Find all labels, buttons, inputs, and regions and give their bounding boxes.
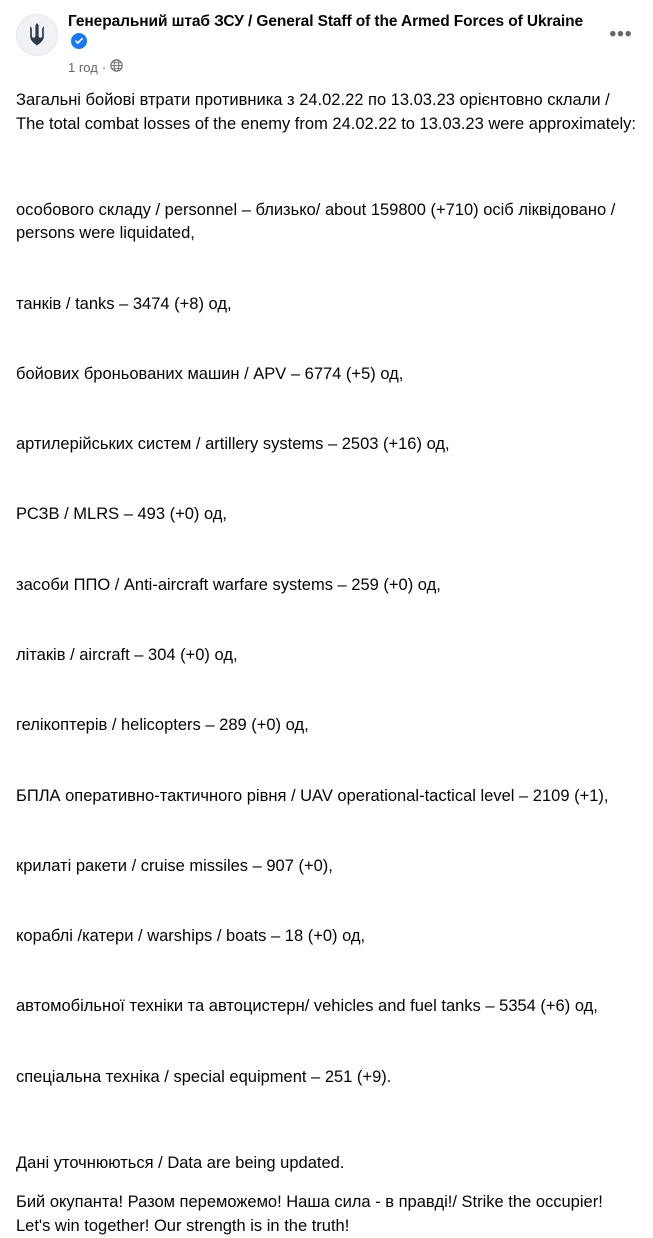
page-name[interactable]: [68, 12, 597, 55]
post-slogan-paragraph: Бий окупанта! Разом переможемо! Наша сила - в правді!/ Strike the occupier! Let's win together! Our strength is in the truth!: [16, 1193, 608, 1235]
losses-list: [16, 152, 637, 1136]
list-item: артилерійських систем / artillery systems – 2503 (+16) од,: [16, 435, 450, 454]
list-item: засоби ППО / Anti-aircraft warfare systems – 259 (+0) од,: [16, 575, 441, 594]
post-timestamp[interactable]: 1 год: [68, 59, 98, 75]
page-name-label: Генеральний штаб ЗСУ / General Staff of the Armed Forces of Ukraine: [68, 13, 584, 30]
post-body: [16, 89, 637, 1238]
list-item: танків / tanks – 3474 (+8) од,: [16, 294, 232, 313]
globe-public-icon[interactable]: [110, 59, 123, 75]
list-item: БПЛА оперативно-тактичного рівня / UAV operational-tactical level – 2109 (+1),: [16, 786, 609, 805]
list-item: крилаті ракети / cruise missiles – 907 (+0),: [16, 856, 333, 875]
post-header-text: [68, 12, 637, 75]
post-header: [16, 12, 637, 75]
list-item: автомобільної техніки та автоцистерн/ vehicles and fuel tanks – 5354 (+6) од,: [16, 997, 598, 1016]
verified-badge-icon: [71, 33, 87, 55]
list-item: РСЗВ / MLRS – 493 (+0) од,: [16, 505, 227, 524]
list-item: гелікоптерів / helicopters – 289 (+0) од,: [16, 716, 309, 735]
list-item: літаків / aircraft – 304 (+0) од,: [16, 645, 238, 664]
meta-separator: ·: [101, 59, 107, 75]
more-options-button[interactable]: •••: [609, 23, 633, 45]
list-item: бойових броньованих машин / APV – 6774 (+5) од,: [16, 364, 404, 383]
list-item: спеціальна техніка / special equipment – 251 (+9).: [16, 1067, 392, 1086]
post-intro-paragraph: Загальні бойові втрати противника з 24.02.22 по 13.03.23 орієнтовно склали / The total combat losses of the enemy from 24.02.22 to 13.03.23 were approximately:: [16, 91, 637, 133]
list-item: особового складу / personnel – близько/ about 159800 (+710) осіб ліквідовано / persons were liquidated,: [16, 200, 620, 243]
avatar[interactable]: [16, 14, 58, 56]
post-meta: [68, 59, 597, 75]
post-note-paragraph: Дані уточнюються / Data are being updated.: [16, 1153, 345, 1172]
list-item: кораблі /катери / warships / boats – 18 (+0) од,: [16, 927, 366, 946]
ukraine-general-staff-emblem-icon: [17, 15, 57, 55]
